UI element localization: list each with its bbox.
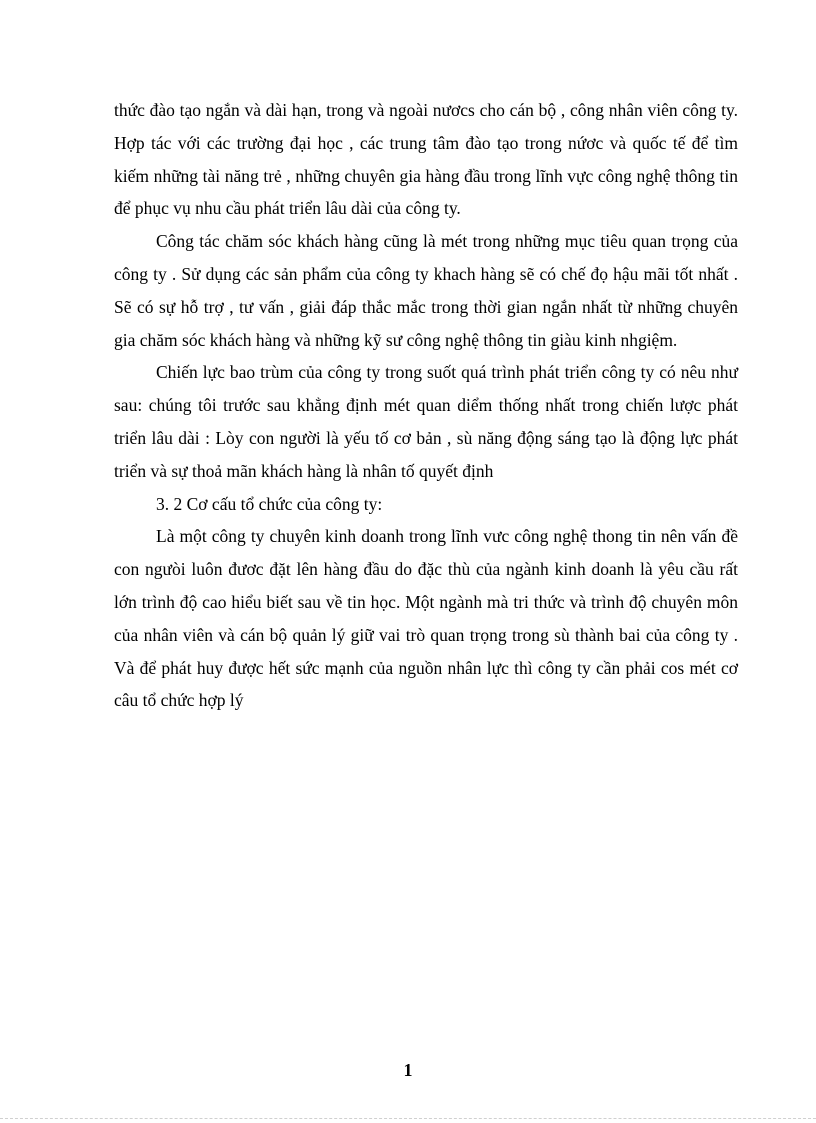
section-heading: 3. 2 Cơ cấu tổ chức của công ty: bbox=[156, 493, 383, 514]
page-bottom-divider bbox=[0, 1118, 816, 1119]
paragraph-customer-care: Công tác chăm sóc khách hàng cũng là mét trong những mục tiêu quan trọng của công ty . Sử dụng các sản phẩm của công ty khach hàng sẽ có chế đọ hậu mãi tốt nhất . Sẽ có sự hỗ trợ , tư vấn , giải đáp thắc mắc trong thời gian ngắn nhất từ những chuyên gia chăm sóc khách hàng và những kỹ sư công nghệ thông tin giàu kinh nhgiệm. bbox=[114, 231, 738, 350]
paragraph-organization: Là một công ty chuyên kinh doanh trong lĩnh vưc công nghệ thong tin nên vấn đề con ngưòi luôn đươc đặt lên hàng đầu do đặc thù của ngành kinh doanh là yêu cầu rất lớn trình độ cao hiểu biết sau về tin học. Một ngành mà tri thức và trình độ chuyên môn của nhân viên và cán bộ quản lý giữ vai trò quan trọng trong sù thành bai của công ty . Và để phát huy được hết sức mạnh của nguồn nhân lực thì công ty cần phải cos mét cơ câu tổ chức hợp lý bbox=[114, 526, 738, 711]
paragraph-strategy: Chiến lực bao trùm của công ty trong suốt quá trình phát triển công ty có nêu như sau: chúng tôi trước sau khẳng định mét quan diểm thống nhất trong chiến lược phát triển lâu dài : Lòy con người là yếu tố cơ bản , sù năng động sáng tạo là động lực phát triển và sự thoả mãn khách hàng là nhân tố quyết định bbox=[114, 362, 738, 481]
document-body bbox=[114, 94, 738, 717]
page-number: 1 bbox=[403, 1060, 413, 1080]
paragraph-training: thức đào tạo ngắn và dài hạn, trong và ngoài nươcs cho cán bộ , công nhân viên công ty. Hợp tác với các trường đại học , các trung tâm đào tạo trong nứơc và quốc tế để tìm kiếm những tài năng trẻ , những chuyên gia hàng đầu trong lĩnh vực công nghệ thông tin để phục vụ nhu cầu phát triển lâu dài của công ty. bbox=[114, 100, 738, 219]
